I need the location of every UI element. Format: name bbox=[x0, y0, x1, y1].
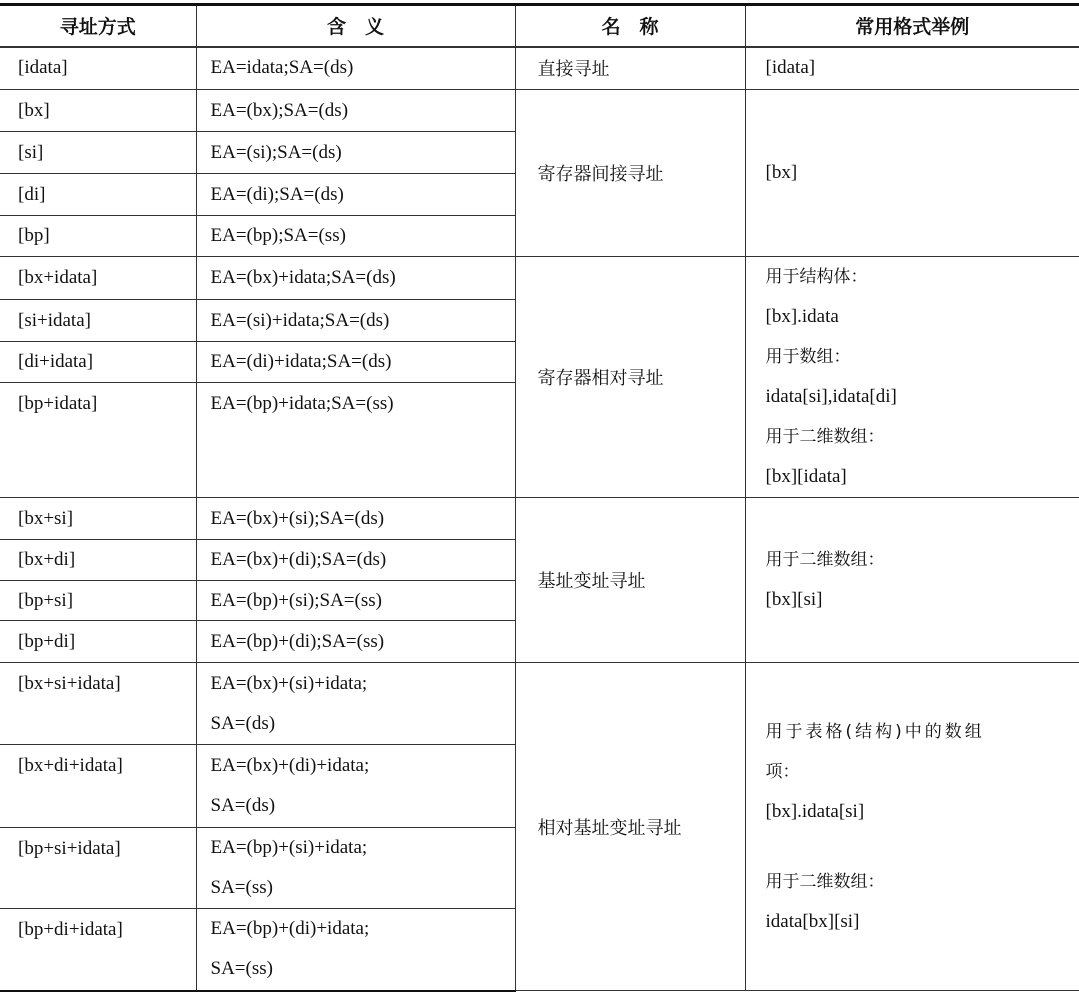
table-row bbox=[0, 257, 1079, 300]
mode-cell: [si] bbox=[0, 132, 196, 174]
example-cell: [idata] bbox=[745, 47, 1079, 90]
meaning-line: SA=(ss) bbox=[211, 868, 515, 908]
mode-cell: [bp+si+idata] bbox=[0, 828, 196, 909]
header-meaning: 含 义 bbox=[196, 5, 515, 47]
header-name: 名 称 bbox=[515, 5, 745, 47]
example-line: 用于二维数组： bbox=[766, 862, 1079, 902]
meaning-cell: EA=(di);SA=(ds) bbox=[196, 174, 515, 216]
example-line: 用于数组： bbox=[766, 337, 1079, 377]
header-example: 常用格式举例 bbox=[745, 5, 1079, 47]
example-cell: [bx] bbox=[745, 90, 1079, 257]
mode-cell: [bp+si] bbox=[0, 581, 196, 621]
meaning-line: EA=(bx)+(di)+idata; bbox=[211, 746, 515, 786]
table-row bbox=[0, 663, 1079, 745]
example-line: 用于二维数组： bbox=[766, 540, 1079, 580]
name-cell: 相对基址变址寻址 bbox=[515, 663, 745, 991]
meaning-cell: EA=(bp);SA=(ss) bbox=[196, 216, 515, 257]
table-row bbox=[0, 90, 1079, 132]
mode-cell: [bx+idata] bbox=[0, 257, 196, 300]
meaning-cell bbox=[196, 909, 515, 991]
meaning-cell bbox=[196, 828, 515, 909]
meaning-cell bbox=[196, 663, 515, 745]
mode-cell: [bx+di+idata] bbox=[0, 745, 196, 828]
meaning-cell: EA=(bp)+idata;SA=(ss) bbox=[196, 382, 515, 498]
name-cell: 寄存器相对寻址 bbox=[515, 257, 745, 498]
example-line: [bx].idata bbox=[766, 297, 1079, 337]
meaning-cell: EA=(bx)+(di);SA=(ds) bbox=[196, 540, 515, 581]
meaning-cell: EA=(bx);SA=(ds) bbox=[196, 90, 515, 132]
mode-cell: [bx+di] bbox=[0, 540, 196, 581]
mode-cell: [si+idata] bbox=[0, 300, 196, 342]
meaning-line: SA=(ds) bbox=[211, 704, 515, 744]
example-line: [bx].idata[si] bbox=[766, 792, 1079, 832]
mode-cell: [di] bbox=[0, 174, 196, 216]
mode-cell: [bp+idata] bbox=[0, 382, 196, 498]
mode-cell: [bp+di+idata] bbox=[0, 909, 196, 991]
example-line: 项： bbox=[766, 752, 1079, 792]
mode-cell: [idata] bbox=[0, 47, 196, 90]
mode-cell: [di+idata] bbox=[0, 342, 196, 382]
example-line: 用于结构体： bbox=[766, 257, 1079, 297]
example-line: 用于二维数组： bbox=[766, 417, 1079, 457]
mode-cell: [bx+si+idata] bbox=[0, 663, 196, 745]
meaning-cell: EA=idata;SA=(ds) bbox=[196, 47, 515, 90]
meaning-line: SA=(ss) bbox=[211, 949, 515, 989]
meaning-cell: EA=(si);SA=(ds) bbox=[196, 132, 515, 174]
table-row bbox=[0, 47, 1079, 90]
meaning-cell bbox=[196, 745, 515, 828]
meaning-line: EA=(bp)+(si)+idata; bbox=[211, 828, 515, 868]
meaning-cell: EA=(bx)+(si);SA=(ds) bbox=[196, 498, 515, 540]
example-line: idata[bx][si] bbox=[766, 902, 1079, 942]
example-line: idata[si],idata[di] bbox=[766, 377, 1079, 417]
meaning-cell: EA=(bp)+(si);SA=(ss) bbox=[196, 581, 515, 621]
meaning-cell: EA=(di)+idata;SA=(ds) bbox=[196, 342, 515, 382]
addressing-modes-table bbox=[0, 3, 1079, 992]
name-cell: 基址变址寻址 bbox=[515, 498, 745, 663]
meaning-cell: EA=(si)+idata;SA=(ds) bbox=[196, 300, 515, 342]
mode-cell: [bx] bbox=[0, 90, 196, 132]
example-cell bbox=[745, 663, 1079, 991]
name-cell: 直接寻址 bbox=[515, 47, 745, 90]
example-cell bbox=[745, 257, 1079, 498]
mode-cell: [bx+si] bbox=[0, 498, 196, 540]
example-cell bbox=[745, 498, 1079, 663]
example-line: [bx][idata] bbox=[766, 457, 1079, 497]
meaning-cell: EA=(bx)+idata;SA=(ds) bbox=[196, 257, 515, 300]
meaning-line: EA=(bx)+(si)+idata; bbox=[211, 664, 515, 704]
mode-cell: [bp] bbox=[0, 216, 196, 257]
meaning-line: EA=(bp)+(di)+idata; bbox=[211, 909, 515, 949]
table-row bbox=[0, 498, 1079, 540]
name-cell: 寄存器间接寻址 bbox=[515, 90, 745, 257]
meaning-line: SA=(ds) bbox=[211, 786, 515, 826]
meaning-cell: EA=(bp)+(di);SA=(ss) bbox=[196, 621, 515, 663]
mode-cell: [bp+di] bbox=[0, 621, 196, 663]
example-line: 用于表格(结构)中的数组 bbox=[766, 712, 1079, 752]
example-line: [bx][si] bbox=[766, 580, 1079, 620]
header-mode: 寻址方式 bbox=[0, 5, 196, 47]
header-row bbox=[0, 5, 1079, 47]
